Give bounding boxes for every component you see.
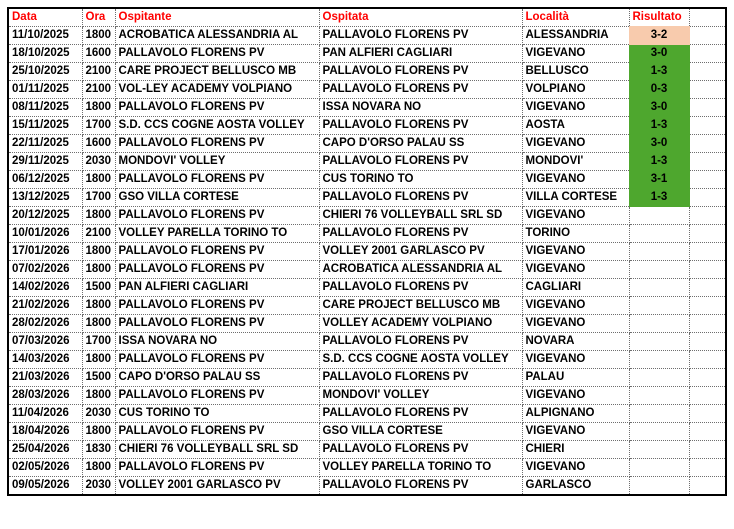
cell-away-team[interactable]: PALLAVOLO FLORENS PV: [319, 63, 522, 81]
cell-date[interactable]: 07/03/2026: [8, 333, 82, 351]
cell-date[interactable]: 01/11/2025: [8, 81, 82, 99]
cell-away-team[interactable]: ACROBATICA ALESSANDRIA AL: [319, 261, 522, 279]
cell-result[interactable]: [629, 477, 689, 496]
cell-location[interactable]: CHIERI: [522, 441, 629, 459]
cell-home-team[interactable]: ACROBATICA ALESSANDRIA AL: [115, 27, 319, 45]
cell-away-team[interactable]: CHIERI 76 VOLLEYBALL SRL SD: [319, 207, 522, 225]
match-row: [8, 261, 726, 279]
fixtures-sheet: [7, 7, 727, 496]
cell-result[interactable]: [629, 243, 689, 261]
cell-date[interactable]: 25/04/2026: [8, 441, 82, 459]
cell-result[interactable]: 1-3: [629, 153, 689, 171]
cell-home-team[interactable]: VOLLEY PARELLA TORINO TO: [115, 225, 319, 243]
cell-time[interactable]: 2030: [82, 477, 115, 496]
cell-result[interactable]: [629, 279, 689, 297]
cell-location[interactable]: ALESSANDRIA: [522, 27, 629, 45]
cell-location[interactable]: VIGEVANO: [522, 459, 629, 477]
match-row: [8, 45, 726, 63]
cell-home-team[interactable]: MONDOVI' VOLLEY: [115, 153, 319, 171]
cell-date[interactable]: 20/12/2025: [8, 207, 82, 225]
cell-time[interactable]: 1800: [82, 423, 115, 441]
cell-time[interactable]: 1600: [82, 45, 115, 63]
cell-home-team[interactable]: VOL-LEY ACADEMY VOLPIANO: [115, 81, 319, 99]
cell-result[interactable]: 3-0: [629, 45, 689, 63]
cell-away-team[interactable]: ISSA NOVARA NO: [319, 99, 522, 117]
cell-extra[interactable]: [689, 261, 726, 279]
cell-time[interactable]: 1700: [82, 189, 115, 207]
match-row: [8, 225, 726, 243]
cell-away-team[interactable]: MONDOVI' VOLLEY: [319, 387, 522, 405]
cell-home-team[interactable]: PALLAVOLO FLORENS PV: [115, 45, 319, 63]
cell-extra[interactable]: [689, 189, 726, 207]
cell-location[interactable]: VIGEVANO: [522, 135, 629, 153]
cell-result[interactable]: 1-3: [629, 63, 689, 81]
cell-location[interactable]: VIGEVANO: [522, 351, 629, 369]
match-row: [8, 243, 726, 261]
cell-location[interactable]: PALAU: [522, 369, 629, 387]
cell-date[interactable]: 14/03/2026: [8, 351, 82, 369]
match-row: [8, 135, 726, 153]
match-row: [8, 117, 726, 135]
cell-extra[interactable]: [689, 153, 726, 171]
cell-location[interactable]: VOLPIANO: [522, 81, 629, 99]
cell-result[interactable]: 1-3: [629, 117, 689, 135]
cell-home-team[interactable]: S.D. CCS COGNE AOSTA VOLLEY: [115, 117, 319, 135]
cell-away-team[interactable]: VOLLEY 2001 GARLASCO PV: [319, 243, 522, 261]
cell-extra[interactable]: [689, 405, 726, 423]
match-row: [8, 153, 726, 171]
cell-home-team[interactable]: PAN ALFIERI CAGLIARI: [115, 279, 319, 297]
cell-extra[interactable]: [689, 315, 726, 333]
match-row: [8, 351, 726, 369]
match-row: [8, 297, 726, 315]
match-row: [8, 171, 726, 189]
cell-result[interactable]: [629, 333, 689, 351]
cell-result[interactable]: 1-3: [629, 189, 689, 207]
cell-date[interactable]: 25/10/2025: [8, 63, 82, 81]
cell-location[interactable]: BELLUSCO: [522, 63, 629, 81]
cell-home-team[interactable]: CUS TORINO TO: [115, 405, 319, 423]
cell-home-team[interactable]: GSO VILLA CORTESE: [115, 189, 319, 207]
cell-home-team[interactable]: PALLAVOLO FLORENS PV: [115, 315, 319, 333]
cell-home-team[interactable]: PALLAVOLO FLORENS PV: [115, 423, 319, 441]
cell-date[interactable]: 29/11/2025: [8, 153, 82, 171]
cell-away-team[interactable]: CARE PROJECT BELLUSCO MB: [319, 297, 522, 315]
cell-time[interactable]: 1700: [82, 117, 115, 135]
cell-time[interactable]: 1500: [82, 369, 115, 387]
cell-home-team[interactable]: PALLAVOLO FLORENS PV: [115, 207, 319, 225]
column-header-localita[interactable]: Località: [522, 8, 629, 27]
cell-extra[interactable]: [689, 117, 726, 135]
cell-time[interactable]: 1800: [82, 315, 115, 333]
cell-extra[interactable]: [689, 279, 726, 297]
cell-time[interactable]: 1600: [82, 135, 115, 153]
cell-time[interactable]: 1800: [82, 243, 115, 261]
cell-result[interactable]: [629, 225, 689, 243]
cell-away-team[interactable]: PALLAVOLO FLORENS PV: [319, 369, 522, 387]
cell-time[interactable]: 1800: [82, 171, 115, 189]
cell-extra[interactable]: [689, 135, 726, 153]
cell-date[interactable]: 13/12/2025: [8, 189, 82, 207]
cell-date[interactable]: 15/11/2025: [8, 117, 82, 135]
cell-location[interactable]: VIGEVANO: [522, 243, 629, 261]
cell-date[interactable]: 28/02/2026: [8, 315, 82, 333]
cell-location[interactable]: VIGEVANO: [522, 423, 629, 441]
cell-away-team[interactable]: PALLAVOLO FLORENS PV: [319, 117, 522, 135]
cell-away-team[interactable]: GSO VILLA CORTESE: [319, 423, 522, 441]
header-row: [8, 8, 726, 27]
cell-time[interactable]: 2100: [82, 225, 115, 243]
cell-extra[interactable]: [689, 441, 726, 459]
cell-location[interactable]: VIGEVANO: [522, 171, 629, 189]
cell-home-team[interactable]: PALLAVOLO FLORENS PV: [115, 99, 319, 117]
cell-time[interactable]: 1700: [82, 333, 115, 351]
cell-location[interactable]: VIGEVANO: [522, 297, 629, 315]
cell-extra[interactable]: [689, 45, 726, 63]
cell-home-team[interactable]: CARE PROJECT BELLUSCO MB: [115, 63, 319, 81]
cell-result[interactable]: [629, 387, 689, 405]
cell-location[interactable]: CAGLIARI: [522, 279, 629, 297]
match-row: [8, 189, 726, 207]
cell-date[interactable]: 17/01/2026: [8, 243, 82, 261]
cell-result[interactable]: [629, 369, 689, 387]
cell-time[interactable]: 1800: [82, 27, 115, 45]
cell-time[interactable]: 2100: [82, 63, 115, 81]
cell-location[interactable]: TORINO: [522, 225, 629, 243]
cell-location[interactable]: MONDOVI': [522, 153, 629, 171]
cell-time[interactable]: 2100: [82, 81, 115, 99]
match-row: [8, 279, 726, 297]
cell-date[interactable]: 02/05/2026: [8, 459, 82, 477]
cell-away-team[interactable]: S.D. CCS COGNE AOSTA VOLLEY: [319, 351, 522, 369]
cell-time[interactable]: 1800: [82, 459, 115, 477]
fixtures-body: [8, 27, 726, 496]
cell-extra[interactable]: [689, 171, 726, 189]
cell-away-team[interactable]: VOLLEY PARELLA TORINO TO: [319, 459, 522, 477]
cell-location[interactable]: VIGEVANO: [522, 261, 629, 279]
cell-date[interactable]: 21/02/2026: [8, 297, 82, 315]
column-header-data[interactable]: Data: [8, 8, 82, 27]
cell-away-team[interactable]: PALLAVOLO FLORENS PV: [319, 27, 522, 45]
cell-result[interactable]: [629, 351, 689, 369]
cell-date[interactable]: 18/10/2025: [8, 45, 82, 63]
cell-result[interactable]: [629, 207, 689, 225]
cell-location[interactable]: ALPIGNANO: [522, 405, 629, 423]
cell-away-team[interactable]: PALLAVOLO FLORENS PV: [319, 225, 522, 243]
cell-location[interactable]: VILLA CORTESE: [522, 189, 629, 207]
match-row: [8, 369, 726, 387]
cell-location[interactable]: VIGEVANO: [522, 387, 629, 405]
cell-result[interactable]: 0-3: [629, 81, 689, 99]
cell-result[interactable]: 3-1: [629, 171, 689, 189]
cell-extra[interactable]: [689, 63, 726, 81]
cell-time[interactable]: 1830: [82, 441, 115, 459]
cell-location[interactable]: VIGEVANO: [522, 45, 629, 63]
cell-home-team[interactable]: CHIERI 76 VOLLEYBALL SRL SD: [115, 441, 319, 459]
cell-away-team[interactable]: PALLAVOLO FLORENS PV: [319, 189, 522, 207]
cell-date[interactable]: 07/02/2026: [8, 261, 82, 279]
cell-date[interactable]: 10/01/2026: [8, 225, 82, 243]
cell-home-team[interactable]: CAPO D'ORSO PALAU SS: [115, 369, 319, 387]
cell-location[interactable]: VIGEVANO: [522, 99, 629, 117]
cell-extra[interactable]: [689, 243, 726, 261]
match-row: [8, 477, 726, 496]
cell-location[interactable]: AOSTA: [522, 117, 629, 135]
cell-location[interactable]: VIGEVANO: [522, 315, 629, 333]
cell-result[interactable]: 3-0: [629, 135, 689, 153]
cell-extra[interactable]: [689, 459, 726, 477]
cell-home-team[interactable]: PALLAVOLO FLORENS PV: [115, 351, 319, 369]
cell-extra[interactable]: [689, 477, 726, 496]
fixtures-table: [7, 7, 727, 496]
cell-away-team[interactable]: CAPO D'ORSO PALAU SS: [319, 135, 522, 153]
cell-time[interactable]: 2030: [82, 405, 115, 423]
cell-time[interactable]: 1800: [82, 99, 115, 117]
cell-home-team[interactable]: PALLAVOLO FLORENS PV: [115, 297, 319, 315]
cell-extra[interactable]: [689, 225, 726, 243]
cell-result[interactable]: 3-0: [629, 99, 689, 117]
match-row: [8, 459, 726, 477]
cell-extra[interactable]: [689, 297, 726, 315]
cell-home-team[interactable]: PALLAVOLO FLORENS PV: [115, 261, 319, 279]
cell-extra[interactable]: [689, 423, 726, 441]
cell-home-team[interactable]: PALLAVOLO FLORENS PV: [115, 135, 319, 153]
cell-date[interactable]: 21/03/2026: [8, 369, 82, 387]
column-header-ora[interactable]: Ora: [82, 8, 115, 27]
cell-extra[interactable]: [689, 207, 726, 225]
match-row: [8, 27, 726, 45]
column-header-ospitata[interactable]: Ospitata: [319, 8, 522, 27]
cell-location[interactable]: NOVARA: [522, 333, 629, 351]
match-row: [8, 333, 726, 351]
cell-date[interactable]: 06/12/2025: [8, 171, 82, 189]
cell-extra[interactable]: [689, 369, 726, 387]
cell-date[interactable]: 28/03/2026: [8, 387, 82, 405]
cell-date[interactable]: 08/11/2025: [8, 99, 82, 117]
cell-extra[interactable]: [689, 333, 726, 351]
column-header-risultato[interactable]: Risultato: [629, 8, 689, 27]
cell-extra[interactable]: [689, 81, 726, 99]
cell-away-team[interactable]: PALLAVOLO FLORENS PV: [319, 279, 522, 297]
cell-away-team[interactable]: VOLLEY ACADEMY VOLPIANO: [319, 315, 522, 333]
match-row: [8, 405, 726, 423]
cell-result[interactable]: 3-2: [629, 27, 689, 45]
cell-time[interactable]: 1800: [82, 351, 115, 369]
match-row: [8, 207, 726, 225]
cell-result[interactable]: [629, 315, 689, 333]
match-row: [8, 387, 726, 405]
cell-time[interactable]: 1800: [82, 297, 115, 315]
cell-date[interactable]: 14/02/2026: [8, 279, 82, 297]
cell-away-team[interactable]: CUS TORINO TO: [319, 171, 522, 189]
cell-location[interactable]: GARLASCO: [522, 477, 629, 496]
cell-home-team[interactable]: PALLAVOLO FLORENS PV: [115, 171, 319, 189]
cell-result[interactable]: [629, 261, 689, 279]
cell-home-team[interactable]: PALLAVOLO FLORENS PV: [115, 387, 319, 405]
cell-result[interactable]: [629, 459, 689, 477]
match-row: [8, 63, 726, 81]
cell-time[interactable]: 2030: [82, 153, 115, 171]
cell-date[interactable]: 11/10/2025: [8, 27, 82, 45]
cell-date[interactable]: 11/04/2026: [8, 405, 82, 423]
cell-date[interactable]: 18/04/2026: [8, 423, 82, 441]
cell-result[interactable]: [629, 297, 689, 315]
cell-away-team[interactable]: PALLAVOLO FLORENS PV: [319, 153, 522, 171]
cell-time[interactable]: 1800: [82, 207, 115, 225]
match-row: [8, 99, 726, 117]
match-row: [8, 441, 726, 459]
cell-away-team[interactable]: PALLAVOLO FLORENS PV: [319, 477, 522, 496]
column-header-extra[interactable]: [689, 8, 726, 27]
cell-home-team[interactable]: PALLAVOLO FLORENS PV: [115, 459, 319, 477]
cell-extra[interactable]: [689, 351, 726, 369]
cell-extra[interactable]: [689, 27, 726, 45]
cell-location[interactable]: VIGEVANO: [522, 207, 629, 225]
cell-home-team[interactable]: ISSA NOVARA NO: [115, 333, 319, 351]
cell-date[interactable]: 22/11/2025: [8, 135, 82, 153]
cell-extra[interactable]: [689, 99, 726, 117]
cell-time[interactable]: 1800: [82, 261, 115, 279]
cell-time[interactable]: 1800: [82, 387, 115, 405]
cell-away-team[interactable]: PALLAVOLO FLORENS PV: [319, 405, 522, 423]
cell-away-team[interactable]: PALLAVOLO FLORENS PV: [319, 333, 522, 351]
cell-result[interactable]: [629, 441, 689, 459]
column-header-ospitante[interactable]: Ospitante: [115, 8, 319, 27]
match-row: [8, 81, 726, 99]
cell-away-team[interactable]: PAN ALFIERI CAGLIARI: [319, 45, 522, 63]
cell-away-team[interactable]: PALLAVOLO FLORENS PV: [319, 441, 522, 459]
cell-extra[interactable]: [689, 387, 726, 405]
cell-home-team[interactable]: PALLAVOLO FLORENS PV: [115, 243, 319, 261]
match-row: [8, 315, 726, 333]
cell-result[interactable]: [629, 423, 689, 441]
cell-home-team[interactable]: VOLLEY 2001 GARLASCO PV: [115, 477, 319, 496]
cell-date[interactable]: 09/05/2026: [8, 477, 82, 496]
cell-result[interactable]: [629, 405, 689, 423]
cell-away-team[interactable]: PALLAVOLO FLORENS PV: [319, 81, 522, 99]
match-row: [8, 423, 726, 441]
cell-time[interactable]: 1500: [82, 279, 115, 297]
